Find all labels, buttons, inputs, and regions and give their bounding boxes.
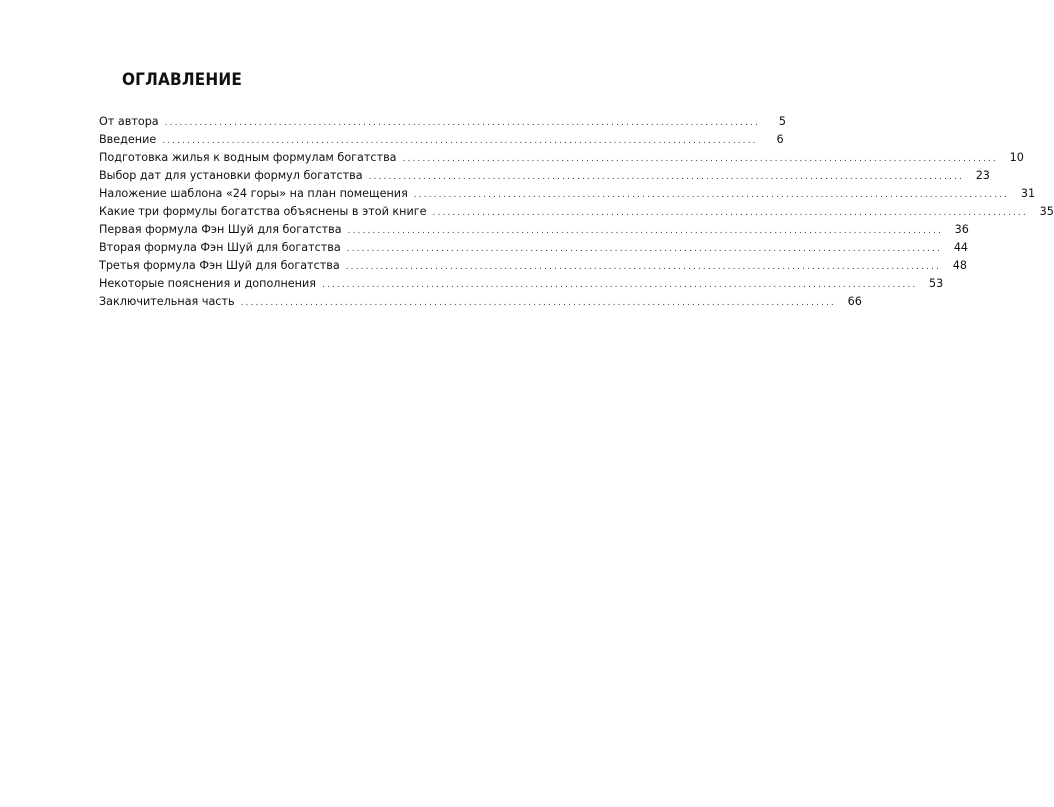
dot-leader: ........................................................................................................................ [368, 172, 964, 182]
toc-entry-title: Третья формула Фэн Шуй для богатства [99, 259, 340, 272]
toc-entry-title: От автора [99, 115, 159, 128]
dot-leader: ........................................................................................................................ [413, 190, 1010, 200]
toc-entry-page: 48 [952, 259, 967, 272]
toc-entry [99, 221, 969, 239]
toc-entry-page: 44 [953, 241, 969, 254]
toc-entry-page: 36 [954, 223, 969, 236]
dot-leader: ........................................................................................................................ [432, 208, 1028, 218]
dot-leader: ........................................................................................................................ [240, 298, 836, 308]
toc-entry-title: Заключительная часть [99, 295, 235, 308]
toc-entry [99, 149, 1024, 167]
page-title: ОГЛАВЛЕНИЕ [122, 70, 242, 90]
toc-entry-title: Наложение шаблона «24 горы» на план помещения [99, 187, 408, 200]
toc-entry-page: 5 [778, 115, 786, 128]
toc-entry-page: 23 [975, 169, 990, 182]
toc-entry [99, 257, 967, 275]
toc-entry-page: 6 [776, 133, 784, 146]
toc-entry [99, 275, 944, 293]
toc-entry-title: Подготовка жилья к водным формулам богатства [99, 151, 397, 164]
toc-entry [99, 185, 1036, 203]
toc-entry-page: 35 [1039, 205, 1054, 218]
table-of-contents [99, 113, 1054, 311]
toc-entry [99, 239, 969, 257]
toc-entry-title: Какие три формулы богатства объяснены в этой книге [99, 205, 427, 218]
dot-leader: ........................................................................................................................ [162, 136, 758, 146]
dot-leader: ........................................................................................................................ [347, 226, 943, 236]
toc-entry [99, 293, 862, 311]
dot-leader: ........................................................................................................................ [164, 118, 760, 128]
toc-entry-page: 53 [929, 277, 944, 290]
dot-leader: ........................................................................................................................ [345, 262, 941, 272]
dot-leader: ........................................................................................................................ [402, 154, 998, 164]
dot-leader: ........................................................................................................................ [346, 244, 943, 254]
toc-entry [99, 203, 1054, 221]
toc-entry-title: Вторая формула Фэн Шуй для богатства [99, 241, 341, 254]
toc-entry [99, 113, 786, 131]
toc-entry-title: Первая формула Фэн Шуй для богатства [99, 223, 342, 236]
toc-entry [99, 131, 784, 149]
toc-entry-page: 66 [847, 295, 862, 308]
toc-entry-title: Выбор дат для установки формул богатства [99, 169, 363, 182]
toc-entry-title: Введение [99, 133, 157, 146]
dot-leader: ........................................................................................................................ [321, 280, 918, 290]
toc-entry-page: 31 [1020, 187, 1036, 200]
toc-entry [99, 167, 990, 185]
toc-entry-title: Некоторые пояснения и дополнения [99, 277, 316, 290]
toc-entry-page: 10 [1009, 151, 1024, 164]
